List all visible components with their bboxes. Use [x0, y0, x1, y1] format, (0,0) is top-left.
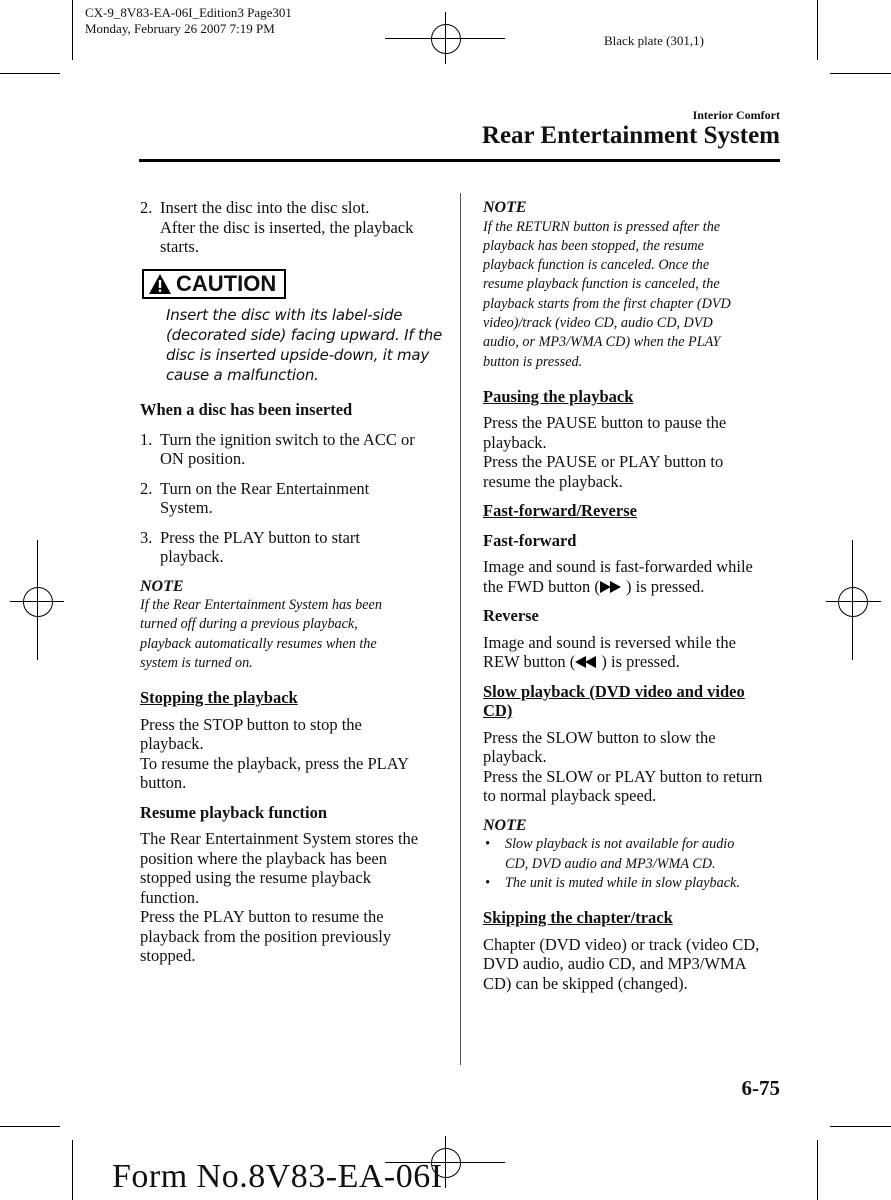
step-number: 2.	[140, 198, 153, 217]
note-line: playback has been stopped, the resume	[483, 237, 704, 254]
step-text: starts.	[160, 237, 199, 256]
body-text: Press the SLOW or PLAY button to return	[483, 766, 763, 786]
body-text: Press the PLAY button to resume the	[140, 907, 384, 927]
caution-label: CAUTION	[176, 270, 277, 296]
step-text: Turn the ignition switch to the ACC or	[160, 429, 415, 449]
step-text: playback.	[160, 547, 224, 566]
body-text-fragment: ) is pressed.	[621, 576, 705, 596]
crop-mark	[817, 1140, 818, 1200]
heading-pausing: Pausing the playback	[483, 386, 634, 406]
body-text	[483, 577, 788, 597]
body-text: Press the SLOW button to slow the	[483, 727, 716, 747]
note-line: Slow playback is not available for audio	[505, 836, 735, 853]
note-line: playback function is canceled. Once the	[483, 257, 710, 274]
crop-mark	[72, 0, 73, 60]
body-text: playback.	[483, 432, 547, 452]
step-text: Insert the disc into the disc slot.	[160, 198, 370, 217]
header-rule	[139, 159, 780, 162]
subheading-resume: Resume playback function	[140, 802, 328, 822]
black-plate-label: Black plate (301,1)	[604, 33, 704, 48]
heading-skipping: Skipping the chapter/track	[483, 908, 673, 928]
note-line: turned off during a previous playback,	[140, 616, 358, 633]
caution-text	[166, 305, 445, 385]
note-line: If the Rear Entertainment System has been	[140, 597, 382, 613]
body-text: stopped.	[140, 946, 196, 966]
note-line: playback starts from the first chapter (DVD	[483, 295, 731, 312]
print-header	[85, 5, 292, 37]
subheading-reverse: Reverse	[483, 606, 539, 626]
caution-badge	[142, 269, 286, 299]
body-text: The Rear Entertainment System stores the	[140, 829, 419, 849]
body-text: button.	[140, 773, 187, 793]
crop-mark	[0, 73, 60, 74]
body-text: resume the playback.	[483, 471, 623, 491]
body-text: To resume the playback, press the PLAY	[140, 753, 410, 773]
list-item	[140, 430, 445, 469]
note-title: NOTE	[483, 199, 527, 216]
list-item	[483, 835, 788, 874]
bullet-icon: •	[485, 874, 490, 891]
step-text: Press the PLAY button to start	[160, 527, 360, 547]
note-text	[483, 218, 788, 372]
body-text: to normal playback speed.	[483, 786, 657, 806]
list-item	[140, 198, 445, 257]
body-text: CD) can be skipped (changed).	[483, 973, 688, 993]
body-text: DVD audio, audio CD, and MP3/WMA	[483, 954, 747, 974]
body-text	[483, 652, 788, 672]
body-text: function.	[140, 887, 200, 907]
caution-line: disc is inserted upside-down, it may	[166, 346, 430, 364]
step-number: 2.	[140, 478, 153, 498]
note-line: resume playback function is canceled, the	[483, 276, 720, 293]
step-text: Turn on the Rear Entertainment	[160, 478, 370, 498]
crop-mark	[830, 73, 891, 74]
note-line: CD, DVD audio and MP3/WMA CD.	[505, 855, 716, 872]
body-text: playback.	[483, 747, 547, 767]
caution-line: cause a malfunction.	[166, 366, 319, 384]
page-number: 6-75	[741, 1076, 780, 1100]
body-text: position where the playback has been	[140, 848, 387, 868]
step-text: After the disc is inserted, the playback	[160, 217, 414, 237]
crop-mark	[0, 1126, 60, 1127]
print-header-date: Monday, February 26 2007 7:19 PM	[85, 21, 275, 36]
body-text: playback.	[140, 734, 204, 754]
list-item	[140, 479, 445, 518]
subheading-fast-forward: Fast-forward	[483, 530, 577, 550]
crop-mark	[830, 1126, 891, 1127]
note-title: NOTE	[483, 816, 527, 834]
list-item	[140, 528, 445, 567]
body-text: stopped using the resume playback	[140, 868, 371, 888]
page-title: Rear Entertainment System	[481, 122, 780, 149]
caution-line: (decorated side) facing upward. If the	[166, 326, 443, 344]
step-text: ON position.	[160, 449, 246, 468]
note-line: The unit is muted while in slow playback.	[505, 874, 740, 891]
body-text: Image and sound is reversed while the	[483, 632, 736, 652]
heading-stopping: Stopping the playback	[140, 688, 298, 708]
step-text: System.	[160, 498, 213, 517]
crop-mark	[72, 1140, 73, 1200]
body-text: Press the STOP button to stop the	[140, 714, 362, 734]
note-line: button is pressed.	[483, 353, 583, 370]
form-number: Form No.8V83-EA-06I	[112, 1158, 443, 1195]
note-line: playback automatically resumes when the	[140, 635, 377, 652]
note-title: NOTE	[140, 577, 184, 595]
left-column	[140, 198, 445, 966]
note-line: audio, or MP3/WMA CD) when the PLAY	[483, 334, 721, 351]
print-header-filename: CX-9_8V83-EA-06I_Edition3 Page301	[85, 5, 292, 20]
column-divider	[460, 193, 461, 1065]
fast-forward-icon	[600, 581, 622, 593]
rewind-icon	[575, 656, 597, 668]
note-line: video)/track (video CD, audio CD, DVD	[483, 314, 713, 331]
note-line: system is turned on.	[140, 654, 253, 671]
step-number: 1.	[140, 429, 153, 449]
body-text: Chapter (DVD video) or track (video CD,	[483, 934, 760, 954]
warning-triangle-icon	[148, 273, 172, 295]
body-text: playback from the position previously	[140, 926, 392, 946]
heading-fast-forward-reverse: Fast-forward/Reverse	[483, 501, 637, 521]
body-text: Image and sound is fast-forwarded while	[483, 557, 753, 577]
heading-slow-playback: CD)	[483, 701, 513, 721]
crop-mark	[817, 0, 818, 60]
note-text	[140, 596, 445, 673]
heading-slow-playback: Slow playback (DVD video and video	[483, 681, 745, 701]
body-text-fragment: ) is pressed.	[597, 652, 680, 672]
caution-line: Insert the disc with its label-side	[166, 306, 403, 324]
body-text: Press the PAUSE or PLAY button to	[483, 452, 724, 472]
subheading-inserted: When a disc has been inserted	[140, 400, 353, 419]
step-number: 3.	[140, 527, 153, 547]
body-text: Press the PAUSE button to pause the	[483, 413, 727, 433]
list-item	[483, 874, 788, 893]
note-line: If the RETURN button is pressed after the	[483, 218, 721, 235]
section-category: Interior Comfort	[692, 108, 780, 122]
body-text-fragment: REW button (	[483, 652, 576, 672]
bullet-icon: •	[485, 836, 490, 853]
right-column	[483, 198, 788, 993]
body-text-fragment: the FWD button (	[483, 576, 600, 596]
